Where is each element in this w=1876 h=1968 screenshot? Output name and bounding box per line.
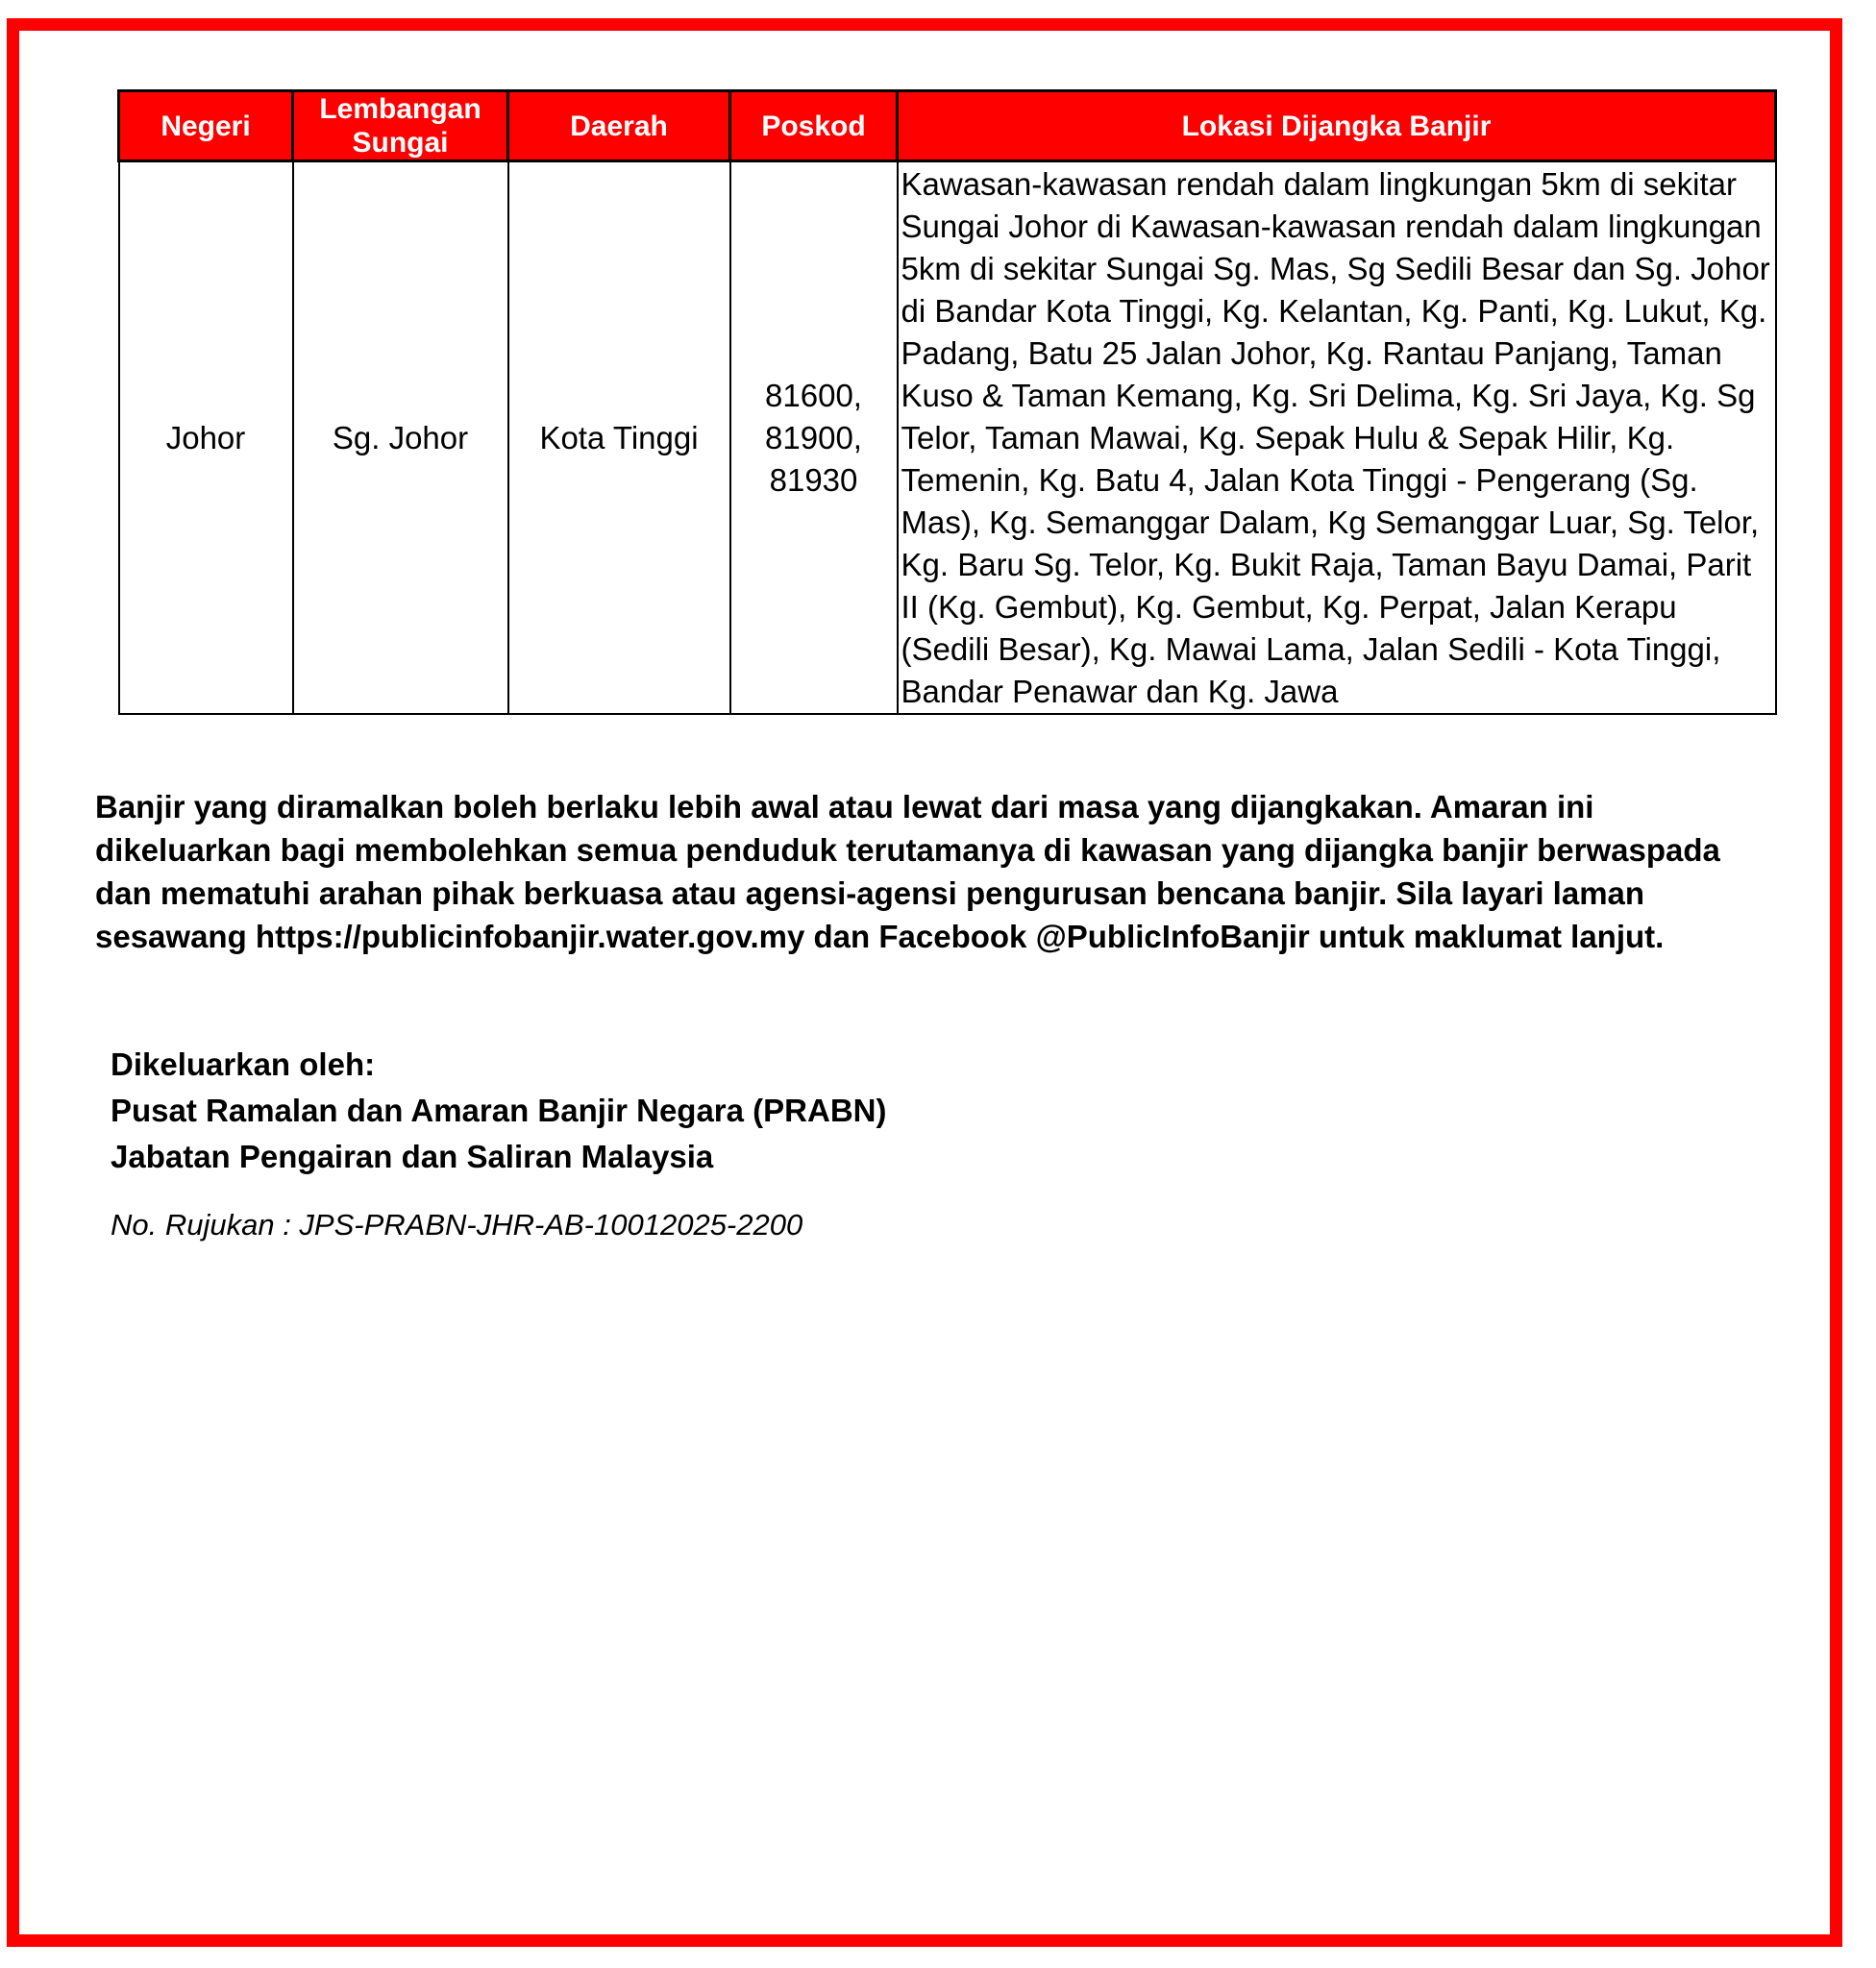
cell-lokasi-dijangka-banjir: Kawasan-kawasan rendah dalam lingkungan 5km di sekitar Sungai Johor di Kawasan-kawasan rendah dalam lingkungan 5km di sekitar Sungai Sg. Mas, Sg Sedili Besar dan Sg. Johor di Bandar Kota Tinggi, Kg. Kelantan, Kg. Panti, Kg. Lukut, Kg. Padang, Batu 25 Jalan Johor, Kg. Rantau Panjang, Taman Kuso & Taman Kemang, Kg. Sri Delima, Kg. Sri Jaya, Kg. Sg Telor, Taman Mawai, Kg. Sepak Hulu & Sepak Hilir, Kg. Temenin, Kg. Batu 4, Jalan Kota Tinggi - Pengerang (Sg. Mas), Kg. Semanggar Dalam, Kg Semanggar Luar, Sg. Telor, Kg. Baru Sg. Telor, Kg. Bukit Raja, Taman Bayu Damai, Parit II (Kg. Gembut), Kg. Gembut, Kg. Perpat, Jalan Kerapu (Sedili Besar), Kg. Mawai Lama, Jalan Sedili - Kota Tinggi, Bandar Penawar dan Kg. Jawa [898, 161, 1776, 715]
warning-paragraph: Banjir yang diramalkan boleh berlaku lebih awal atau lewat dari masa yang dijangkakan. Amaran ini dikeluarkan bagi membolehkan semua penduduk terutamanya di kawasan yang dijangka banjir berwaspada dan mematuhi arahan pihak berkuasa atau agensi-agensi pengurusan bencana banjir. Sila layari laman sesawang https://publicinfobanjir.water.gov.my dan Facebook @PublicInfoBanjir untuk maklumat lanjut. [95, 789, 1720, 954]
cell-daerah: Kota Tinggi [508, 161, 730, 715]
page-content [19, 31, 1830, 1934]
cell-lembangan-sungai: Sg. Johor [293, 161, 508, 715]
issued-by-org-line1: Pusat Ramalan dan Amaran Banjir Negara (PRABN) [111, 1093, 887, 1128]
cell-poskod: 81600, 81900, 81930 [730, 161, 898, 715]
issued-by-org-line2: Jabatan Pengairan dan Saliran Malaysia [111, 1139, 714, 1174]
table-row [119, 161, 1776, 715]
reference-number: No. Rujukan : JPS-PRABN-JHR-AB-10012025-2200 [111, 1208, 803, 1242]
table-header-row [119, 91, 1776, 161]
col-header-lembangan-sungai: Lembangan Sungai [293, 91, 508, 161]
flood-forecast-table [117, 89, 1777, 715]
page-border [7, 18, 1842, 1947]
col-header-poskod: Poskod [730, 91, 898, 161]
cell-negeri: Johor [119, 161, 293, 715]
issued-by-block [111, 1042, 1552, 1180]
issued-by-label: Dikeluarkan oleh: [111, 1046, 376, 1082]
col-header-daerah: Daerah [508, 91, 730, 161]
col-header-lokasi: Lokasi Dijangka Banjir [898, 91, 1776, 161]
col-header-negeri: Negeri [119, 91, 293, 161]
